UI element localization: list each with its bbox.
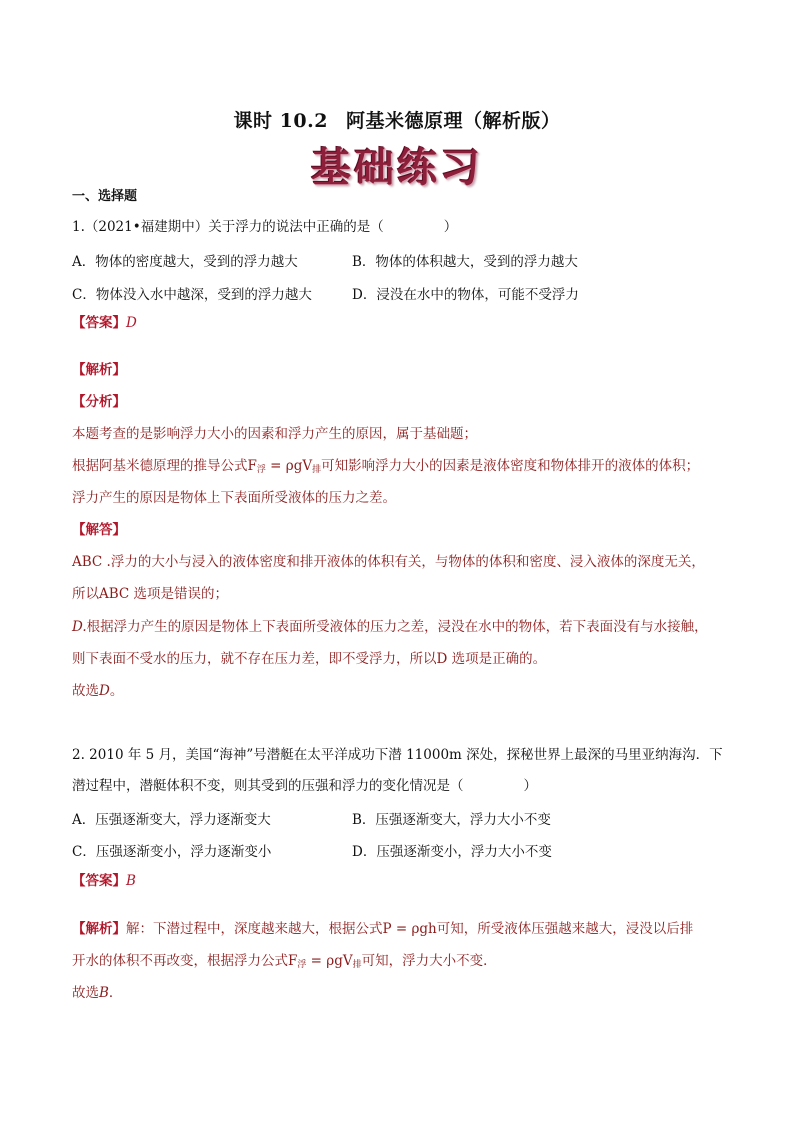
q2-option-b: B．压强逐渐变大，浮力大小不变 xyxy=(352,812,551,828)
q1-jieda-line2: 所以ABC 选项是错误的； xyxy=(72,586,229,602)
q1-jieda-line4: 则下表面不受水的压力，就不存在压力差，即不受浮力，所以D 选项是正确的。 xyxy=(72,651,547,667)
q1-fenxi-line3: 浮力产生的原因是物体上下表面所受液体的压力之差。 xyxy=(72,490,396,506)
q1-option-b: B．物体的体积越大，受到的浮力越大 xyxy=(352,254,578,270)
q2-stem-line2: 潜过程中，潜艇体积不变，则其受到的压强和浮力的变化情况是（ ） xyxy=(72,778,537,794)
q2-jiexi-line2: 开水的体积不再改变，根据浮力公式$F_浮 = \rho gV_排$可知，浮力大小不变． xyxy=(72,953,497,970)
section-banner: 基础练习 xyxy=(311,144,483,191)
q1-option-a: A．物体的密度越大，受到的浮力越大 xyxy=(72,254,298,270)
section-heading: 一、选择题 xyxy=(72,189,138,204)
q2-jiexi-line3: 故选B． xyxy=(72,985,123,1001)
q1-fenxi-line1: 本题考查的是影响浮力大小的因素和浮力产生的原因，属于基础题； xyxy=(72,426,477,442)
q1-jieda-line5: 故选D。 xyxy=(72,683,124,699)
q1-option-d: D．浸没在水中的物体，可能不受浮力 xyxy=(352,287,579,303)
q1-option-c: C．物体没入水中越深，受到的浮力越大 xyxy=(72,287,312,303)
q1-fenxi-label: 【分析】 xyxy=(72,394,126,410)
q2-option-d: D．压强逐渐变小，浮力大小不变 xyxy=(352,844,552,860)
q1-fenxi-line2: 根据阿基米德原理的推导公式$F_浮 = \rho gV_排$可知影响浮力大小的因素是液体密度和物体排开的液体的体积； xyxy=(72,458,700,475)
q1-jieda-line1: ABC .浮力的大小与浸入的液体密度和排开液体的体积有关，与物体的体积和密度、浸入液体的深度无关， xyxy=(72,554,705,570)
q1-stem: 1.（2021•福建期中）关于浮力的说法中正确的是（ ） xyxy=(72,219,458,235)
q2-jiexi-line1: 【解析】解：下潜过程中，深度越来越大，根据公式P = ρgh可知，所受液体压强越来越大，浸没以后排 xyxy=(72,921,694,937)
q1-jieda-line3: D.根据浮力产生的原因是物体上下表面所受液体的压力之差，浸没在水中的物体，若下表面没有与水接触， xyxy=(72,619,708,635)
q1-jiexi-label: 【解析】 xyxy=(72,362,126,378)
q2-option-c: C．压强逐渐变小，浮力逐渐变小 xyxy=(72,844,272,860)
q2-option-a: A．压强逐渐变大，浮力逐渐变大 xyxy=(72,812,271,828)
page-title xyxy=(0,106,794,133)
q2-stem-line1: 2. 2010 年 5 月，美国“海神”号潜艇在太平洋成功下潜 11000m 深处，探秘世界上最深的马里亚纳海沟．下 xyxy=(72,747,723,763)
title-lesson-name: 阿基米德原理（解析版） xyxy=(345,110,561,132)
q1-jieda-label: 【解答】 xyxy=(72,522,126,538)
q2-answer: 【答案】B xyxy=(72,873,136,889)
q1-answer: 【答案】D xyxy=(72,315,137,331)
title-lesson-number: 课时 10.2 xyxy=(233,110,328,132)
